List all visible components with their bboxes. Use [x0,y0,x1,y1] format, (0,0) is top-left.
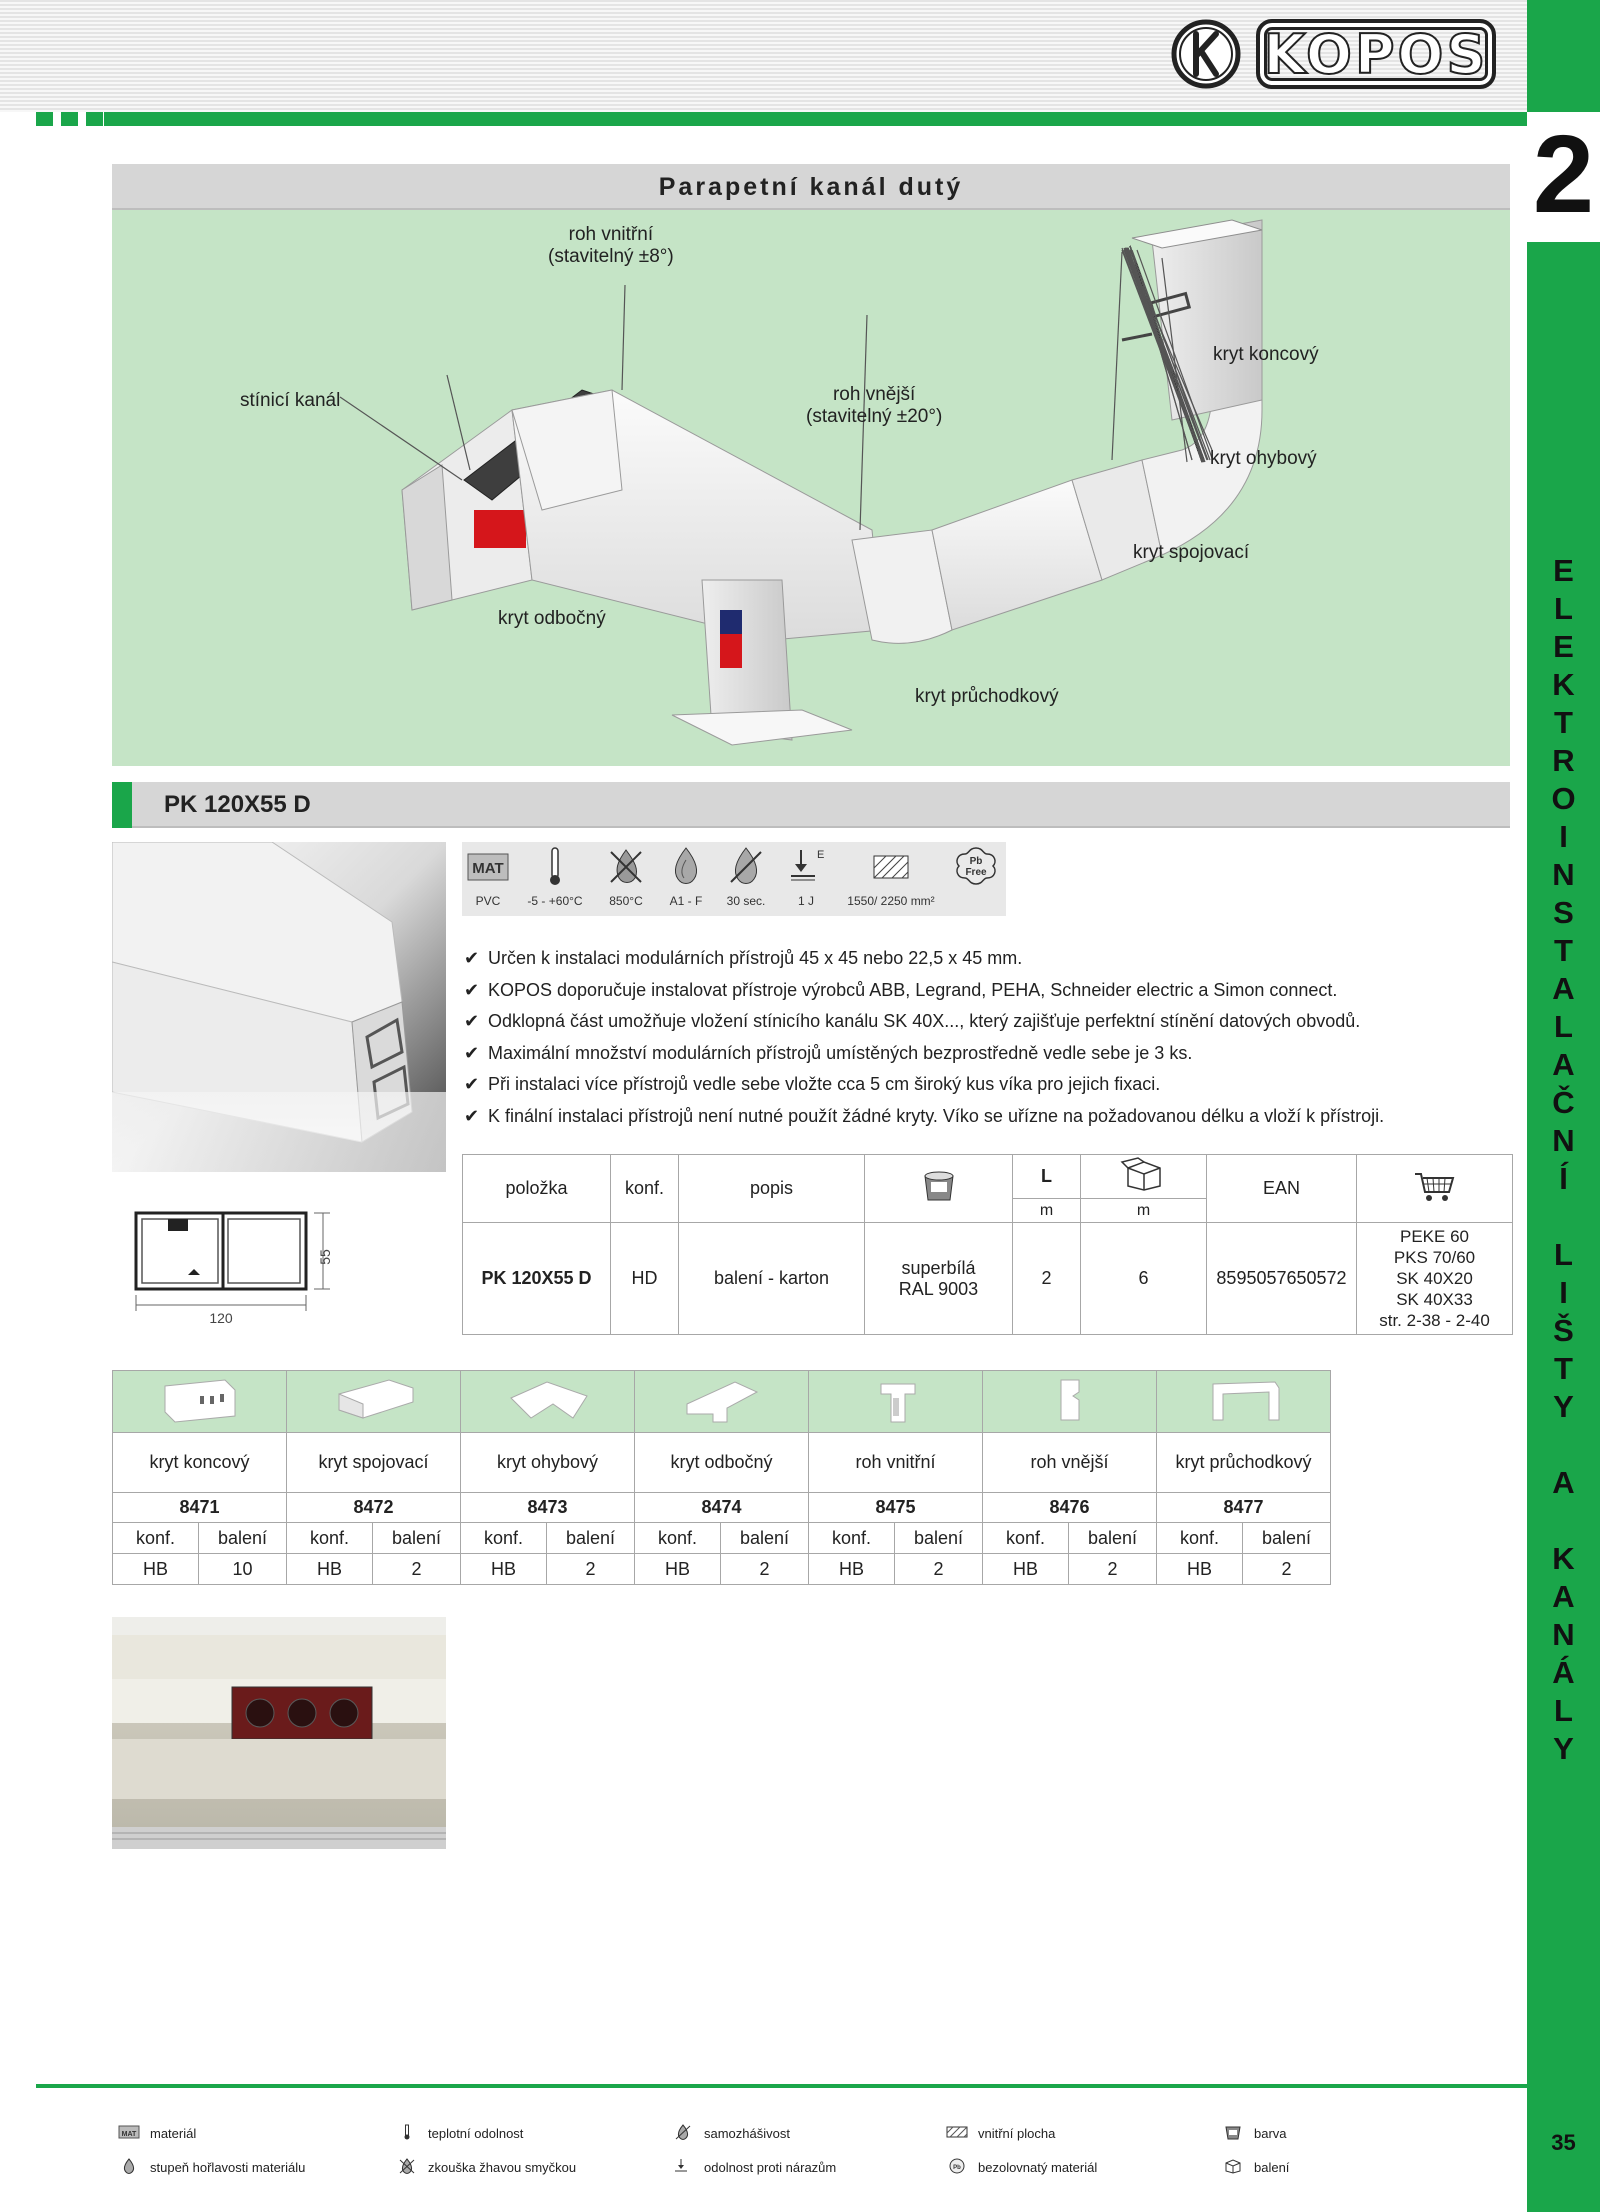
accessory-name: kryt průchodkový [1157,1433,1331,1493]
sidebar-letter: Č [1552,1085,1575,1120]
sidebar-letter: L [1554,591,1573,626]
label-kryt-odbocny: kryt odbočný [498,608,606,629]
sidebar-letter: I [1559,819,1568,854]
prop-self-extinguish: 30 sec. [716,842,776,916]
sidebar-letter: L [1554,1009,1573,1044]
feature-item: ✔ Maximální množství modulárních přístrojů umístěných bezprostředně vedle sebe je 3 ks. [464,1038,1524,1070]
sidebar-letter: T [1554,1351,1573,1386]
legend-item [1222,2124,1287,2143]
glow-wire-icon [603,846,649,886]
accessory-pack: 2 [373,1554,461,1585]
sidebar-letter: L [1554,1693,1573,1728]
label-kryt-koncovy: kryt koncový [1213,344,1319,365]
header-length: L [1013,1155,1081,1199]
legend-label: balení [1254,2160,1290,2175]
feature-item: ✔ Určen k instalaci modulárních přístrojů 45 x 45 nebo 22,5 x 45 mm. [464,943,1524,975]
legend-label: zkouška žhavou smyčkou [428,2160,577,2175]
legend-label: vnitřní plocha [978,2126,1056,2141]
legend-item [118,2158,305,2177]
prop-glow-wire: 850°C [596,842,656,916]
sidebar-letter: N [1552,1123,1575,1158]
glow-wire-icon [396,2158,418,2177]
feature-item: ✔ Při instalaci více přístrojů vedle sebe vložte cca 5 cm široký kus víka pro jejich fixaci. [464,1069,1524,1101]
accessory-pack-header: balení [199,1523,287,1554]
box-icon [1222,2158,1244,2177]
label-roh-vnejsi: roh vnější (stavitelný ±20°) [806,384,943,427]
channel-assembly-diagram [112,210,1510,766]
header-item: položka [463,1155,611,1223]
section-title: Parapetní kanál dutý [112,164,1510,210]
legend-item [396,2124,523,2143]
accessory-name: roh vnitřní [809,1433,983,1493]
accessory-image-joint-cover [287,1371,461,1433]
kopos-logo [1170,18,1496,90]
product-photo [112,842,446,1172]
label-kryt-spojovaci: kryt spojovací [1133,542,1250,563]
accessory-code: 8476 [983,1493,1157,1523]
product-title: PK 120X55 D [164,791,311,818]
accessory-code: 8474 [635,1493,809,1523]
header-rule [104,112,1527,126]
accessory-conf-header: konf. [461,1523,547,1554]
box-icon [1120,1156,1168,1192]
feature-item: ✔ KOPOS doporučuje instalovat přístroje výrobců ABB, Legrand, PEHA, Schneider electric a Simon connect. [464,975,1524,1007]
kopos-wordmark: KOPOS [1256,19,1496,89]
sidebar-letter: L [1554,1237,1573,1272]
accessory-pack-header: balení [1069,1523,1157,1554]
sidebar-letter: K [1552,1541,1575,1576]
accessory-code: 8477 [1157,1493,1331,1523]
shopping-cart-icon [1413,1168,1457,1204]
accessory-pack: 2 [547,1554,635,1585]
accessory-conf-header: konf. [635,1523,721,1554]
cross-section-drawing [128,1205,338,1335]
accessory-pack: 2 [895,1554,983,1585]
sidebar-letter: A [1552,971,1575,1006]
header-color [865,1155,1013,1223]
check-icon: ✔ [464,1105,480,1126]
sidebar-letter: A [1552,1465,1575,1500]
table-row: PK 120X55 D HD balení - karton superbílá RAL 9003 2 6 8595057650572 PEKE 60 PKS 70/60 SK 40X20 SK 40X33 str. 2-38 - 2-40 [463,1223,1513,1335]
legend-item [946,2124,1055,2143]
flame-strike-icon [723,846,769,886]
sidebar-letter: Y [1553,1389,1574,1424]
accessory-conf: HB [1157,1554,1243,1585]
svg-text:MAT: MAT [121,2131,137,2138]
accessory-conf: HB [635,1554,721,1585]
pb-free-icon [946,2158,968,2177]
sidebar-letter: R [1552,743,1575,778]
thermometer-icon [396,2124,418,2143]
header-conf: konf. [611,1155,679,1223]
header-squares [36,112,103,126]
accessory-name: roh vnější [983,1433,1157,1493]
svg-text:Free: Free [965,867,987,878]
sidebar-letter: I [1559,1275,1568,1310]
label-kryt-pruchodkovy: kryt průchodkový [915,686,1059,707]
accessory-image-end-cap [113,1371,287,1433]
accessory-conf-header: konf. [287,1523,373,1554]
accessory-image-outer-corner [983,1371,1157,1433]
accessory-pack-header: balení [547,1523,635,1554]
legend-label: bezolovnatý materiál [978,2160,1098,2175]
feature-item: ✔ Odklopná část umožňuje vložení stínicího kanálu SK 40X..., který zajišťuje perfektní stínění datových obvodů. [464,1006,1524,1038]
sidebar-letter: O [1551,781,1576,816]
installation-photo [112,1617,446,1849]
accessory-pack: 2 [721,1554,809,1585]
hatched-area-icon [868,846,914,886]
legend-label: samozhášivost [704,2126,790,2141]
accessory-image-branch-cover [635,1371,809,1433]
accessory-conf: HB [983,1554,1069,1585]
color-bucket-icon [919,1168,959,1204]
svg-text:MAT: MAT [472,860,504,877]
accessory-name: kryt odbočný [635,1433,809,1493]
sidebar-letter: S [1553,895,1574,930]
sidebar-letter: Í [1559,1161,1568,1196]
accessory-conf-header: konf. [809,1523,895,1554]
svg-text:Pb: Pb [953,2165,961,2171]
dim-height: 55 [317,1249,333,1265]
legend-label: materiál [150,2126,197,2141]
accessory-pack-header: balení [895,1523,983,1554]
accessory-conf: HB [461,1554,547,1585]
accessory-pack-header: balení [373,1523,461,1554]
accessory-conf-header: konf. [983,1523,1069,1554]
svg-text:Pb: Pb [969,856,983,867]
accessory-code: 8475 [809,1493,983,1523]
chapter-sidebar [1527,0,1600,2212]
prop-lead-free [946,842,1006,916]
header-ean: EAN [1207,1155,1357,1223]
accessory-code: 8472 [287,1493,461,1523]
header-desc: popis [679,1155,865,1223]
accessories-table [112,1370,1331,1585]
flame-icon [663,846,709,886]
accessory-pack: 10 [199,1554,287,1585]
flame-icon [118,2158,140,2177]
accessory-pack: 2 [1069,1554,1157,1585]
check-icon: ✔ [464,1011,480,1031]
header-related [1357,1155,1513,1223]
sidebar-letter: E [1553,553,1574,588]
accessory-pack: 2 [1243,1554,1331,1585]
accessory-name: kryt koncový [113,1433,287,1493]
sidebar-letter: Y [1553,1731,1574,1766]
accessory-code: 8471 [113,1493,287,1523]
mat-icon [465,846,511,886]
thermometer-icon [532,846,578,886]
page-number: 35 [1551,2130,1576,2155]
sidebar-letter: E [1553,629,1574,664]
prop-impact: E 1 J [776,842,836,916]
sidebar-letter: N [1552,857,1575,892]
label-kryt-ohybovy: kryt ohybový [1210,448,1317,469]
accessory-pack-header: balení [1243,1523,1331,1554]
accessory-conf: HB [809,1554,895,1585]
accessory-pack-header: balení [721,1523,809,1554]
dim-width: 120 [209,1310,233,1326]
properties-strip [462,842,1006,916]
feature-item: ✔ K finální instalaci přístrojů není nutné použít žádné kryty. Víko se uřízne na požadovanou délku a vloží k přístroji. [464,1101,1524,1133]
prop-material: MAT PVC [462,842,514,916]
hatched-area-icon [946,2124,968,2143]
accessory-conf-header: konf. [1157,1523,1243,1554]
feature-list [464,943,1524,1132]
check-icon: ✔ [464,1074,480,1094]
accessory-name: kryt spojovací [287,1433,461,1493]
legend-item [396,2158,576,2177]
product-header [112,782,1510,828]
sidebar-letter: A [1552,1047,1575,1082]
accessory-code: 8473 [461,1493,635,1523]
channel-assembly-illustration [112,210,1510,766]
product-table: položka konf. popis L EAN m m PK 120X55 D HD balení - karton superbílá RAL 9003 2 6 8595057650572 PEKE 60 PKS 70/60 SK 40X20 SK 40X33 str. 2-38 - 2-40 [462,1154,1513,1335]
accessory-image-inner-corner [809,1371,983,1433]
legend-item [672,2158,836,2177]
legend-label: teplotní odolnost [428,2126,524,2141]
accessory-conf-header: konf. [113,1523,199,1554]
color-bucket-icon [1222,2124,1244,2143]
sidebar-letter: T [1554,933,1573,968]
legend-item [672,2124,790,2143]
prop-flammability: A1 - F [656,842,716,916]
sidebar-letter: K [1552,667,1575,702]
sidebar-letter: T [1554,705,1573,740]
legend-label: barva [1254,2126,1287,2141]
legend-label: odolnost proti nárazům [704,2160,837,2175]
check-icon: ✔ [464,1042,480,1063]
accessory-name: kryt ohybový [461,1433,635,1493]
label-roh-vnitrni: roh vnitřní (stavitelný ±8°) [548,224,674,267]
chapter-number: 2 [1532,113,1595,236]
sidebar-letter: Š [1553,1313,1574,1348]
prop-inner-area: 1550/ 2250 mm² [836,842,946,916]
svg-text:E: E [817,849,825,861]
flame-strike-icon [672,2124,694,2143]
mat-icon [118,2124,140,2143]
impact-icon [672,2158,694,2177]
accessory-image-bend-cover [461,1371,635,1433]
accessory-conf: HB [287,1554,373,1585]
sidebar-letter: Á [1552,1655,1575,1690]
accessory-image-grommet-cover [1157,1371,1331,1433]
kopos-k-mark-icon [1170,18,1242,90]
related-products[interactable]: PEKE 60 PKS 70/60 SK 40X20 SK 40X33 str. 2-38 - 2-40 [1357,1223,1513,1335]
legend-label: stupeň hořlavosti materiálu [150,2160,306,2175]
accessory-conf: HB [113,1554,199,1585]
header-pack [1081,1155,1207,1199]
check-icon: ✔ [464,948,480,968]
sidebar-letter: N [1552,1617,1575,1652]
sidebar-letter: A [1552,1579,1575,1614]
label-stinici-kanal: stínicí kanál [240,390,341,411]
legend-item [946,2158,1097,2177]
pb-free-icon [953,846,999,886]
footer-rule [36,2084,1527,2088]
check-icon: ✔ [464,979,480,1000]
legend-item [1222,2158,1289,2177]
legend-item [118,2124,196,2143]
prop-temperature: -5 - +60°C [514,842,596,916]
impact-icon [783,846,829,886]
